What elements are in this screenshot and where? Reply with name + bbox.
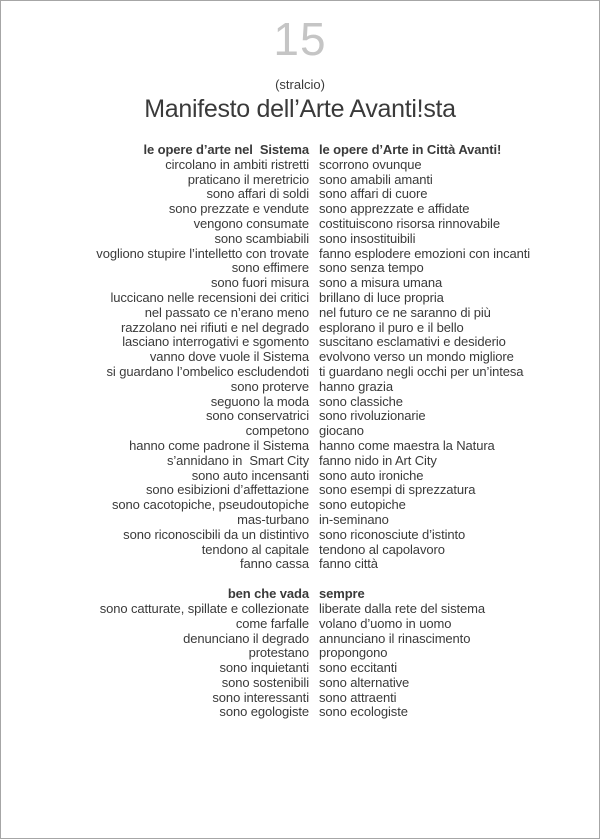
manifesto-line: competono (245, 423, 309, 439)
manifesto-line: come farfalle (235, 615, 309, 631)
section-opere-sistema-vs-citta (1, 143, 599, 572)
column-opere-nel-sistema (41, 143, 309, 572)
manifesto-line: fanno città (319, 556, 378, 572)
manifesto-line: sono proterve (230, 378, 309, 394)
manifesto-line: hanno come padrone il Sistema (129, 437, 309, 453)
manifesto-line: denunciano il degrado (183, 630, 309, 646)
manifesto-line: fanno esplodere emozioni con incanti (319, 245, 531, 261)
manifesto-line: razzolano nei rifiuti e nel degrado (120, 319, 309, 335)
manifesto-line: sono fuori misura (210, 275, 309, 291)
manifesto-line: vogliono stupire l’intelletto con trovate (96, 245, 309, 261)
manifesto-line: sono rivoluzionarie (319, 408, 426, 424)
manifesto-line: protestano (248, 645, 309, 661)
manifesto-line: seguono la moda (210, 393, 309, 409)
column-sempre (319, 587, 559, 720)
page-subtitle: (stralcio) (275, 77, 325, 92)
manifesto-line: sono cacotopiche, pseudoutopiche (111, 497, 309, 513)
manifesto-line: sono auto ironiche (319, 467, 424, 483)
manifesto-line: praticano il meretricio (187, 171, 309, 187)
manifesto-line: sono alternative (319, 674, 410, 690)
manifesto-line: costituiscono risorsa rinnovabile (319, 215, 500, 231)
manifesto-line: sono esempi di sprezzatura (319, 482, 476, 498)
manifesto-line: ti guardano negli occhi per un’intesa (319, 363, 524, 379)
manifesto-line: sono amabili amanti (319, 171, 433, 187)
manifesto-line: sono senza tempo (319, 260, 424, 276)
manifesto-line: sono classiche (319, 393, 403, 409)
column-header-opere-nel-sistema: le opere d’arte nel Sistema (143, 142, 309, 157)
manifesto-line: sono riconosciute d’istinto (319, 526, 466, 542)
manifesto-line: vengono consumate (193, 215, 309, 231)
column-gap (309, 143, 319, 572)
rows-opere-citta-avanti (319, 158, 559, 572)
section-ben-che-vada-vs-sempre (1, 587, 599, 720)
manifesto-line: fanno cassa (239, 556, 309, 572)
manifesto-line: fanno nido in Art City (319, 452, 437, 468)
manifesto-line: sono prezzate e vendute (168, 201, 309, 217)
manifesto-line: vanno dove vuole il Sistema (149, 349, 309, 365)
rows-opere-nel-sistema (41, 158, 309, 572)
manifesto-line: si guardano l’ombelico escludendoti (106, 363, 309, 379)
manifesto-line: tendono al capolavoro (319, 541, 445, 557)
column-header-sempre: sempre (319, 586, 365, 602)
manifesto-line: sono sostenibili (221, 674, 309, 690)
manifesto-line: sono ecologiste (319, 704, 408, 720)
manifesto-line: sono effimere (231, 260, 309, 276)
manifesto-line: brillano di luce propria (319, 289, 444, 305)
manifesto-line: hanno grazia (319, 378, 393, 394)
manifesto-line: sono insostituibili (319, 230, 416, 246)
manifesto-line: sono apprezzate e affidate (319, 201, 470, 217)
manifesto-line: sono affari di soldi (206, 186, 309, 202)
manifesto-line: annunciano il rinascimento (319, 630, 471, 646)
manifesto-line: mas-turbano (237, 511, 309, 527)
manifesto-line: in-seminano (319, 511, 389, 527)
manifesto-line: esplorano il puro e il bello (319, 319, 464, 335)
column-header-ben-che-vada: ben che vada (227, 586, 309, 602)
manifesto-line: lasciano interrogativi e sgomento (122, 334, 309, 350)
column-ben-che-vada (41, 587, 309, 720)
manifesto-line: sono egologiste (219, 704, 309, 720)
page-number: 15 (273, 13, 327, 65)
page-title: Manifesto dell’Arte Avanti!sta (144, 95, 456, 123)
manifesto-line: sono esibizioni d’affettazione (146, 482, 309, 498)
manifesto-line: sono scambiabili (214, 230, 309, 246)
manifesto-line: scorrono ovunque (319, 156, 422, 172)
manifesto-line: liberate dalla rete del sistema (319, 600, 485, 616)
manifesto-line: nel passato ce n’erano meno (144, 304, 309, 320)
column-header-opere-citta-avanti: le opere d’Arte in Città Avanti! (319, 142, 502, 157)
column-opere-citta-avanti (319, 143, 559, 572)
manifesto-line: propongono (319, 645, 388, 661)
manifesto-line: sono catturate, spillate e collezionate (99, 600, 309, 616)
manifesto-line: tendono al capitale (201, 541, 309, 557)
rows-ben-che-vada (41, 602, 309, 720)
manifesto-line: giocano (319, 423, 364, 439)
manifesto-line: suscitano esclamativi e desiderio (319, 334, 506, 350)
rows-sempre (319, 602, 559, 720)
manifesto-line: sono riconoscibili da un distintivo (123, 526, 309, 542)
manifesto-line: circolano in ambiti ristretti (165, 156, 309, 172)
manifesto-line: evolvono verso un mondo migliore (319, 349, 514, 365)
manifesto-line: sono auto incensanti (191, 467, 309, 483)
manifesto-line: s’annidano in Smart City (166, 452, 309, 468)
manifesto-line: sono interessanti (212, 689, 309, 705)
manifesto-line: luccicano nelle recensioni dei critici (110, 289, 309, 305)
column-gap (309, 587, 319, 720)
manifesto-line: sono attraenti (319, 689, 397, 705)
manifesto-line: hanno come maestra la Natura (319, 437, 495, 453)
manifesto-line: sono inquietanti (219, 660, 309, 676)
manifesto-line: sono a misura umana (319, 275, 443, 291)
manifesto-line: sono affari di cuore (319, 186, 428, 202)
manifesto-line: volano d’uomo in uomo (319, 615, 452, 631)
manifesto-line: sono conservatrici (206, 408, 309, 424)
manifesto-line: sono eutopiche (319, 497, 406, 513)
manifesto-line: nel futuro ce ne saranno di più (319, 304, 491, 320)
manifesto-line: sono eccitanti (319, 660, 398, 676)
